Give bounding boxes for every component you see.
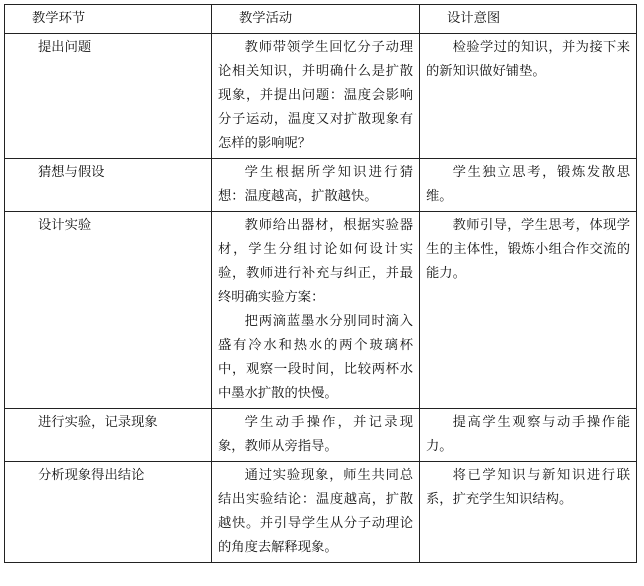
intent-paragraph: 将已学知识与新知识进行联系，扩充学生知识结构。 xyxy=(426,468,630,507)
activity-paragraph: 把两滴蓝墨水分别同时滴入盛有冷水和热水的两个玻璃杯中，观察一段时间，比较两杯水中墨水扩散的快慢。 xyxy=(218,314,413,401)
activity-cell xyxy=(212,159,420,212)
header-intent: 设计意图 xyxy=(420,5,637,34)
table-row xyxy=(5,34,637,159)
stage-cell: 设计实验 xyxy=(5,212,212,409)
activity-cell xyxy=(212,409,420,462)
activity-paragraph: 教师给出器材，根据实验器材，学生分组讨论如何设计实验，教师进行补充与纠正，并最终明确实验方案： xyxy=(218,218,413,305)
intent-paragraph: 学生独立思考，锻炼发散思维。 xyxy=(426,165,630,204)
header-activity: 教学活动 xyxy=(212,5,420,34)
activity-paragraph: 教师带领学生回忆分子动理论相关知识，并明确什么是扩散现象，并提出问题：温度会影响分子运动，温度又对扩散现象有怎样的影响呢？ xyxy=(218,40,413,151)
table-row xyxy=(5,212,637,409)
teaching-design-table xyxy=(4,4,637,563)
header-row xyxy=(5,5,637,34)
stage-cell: 猜想与假设 xyxy=(5,159,212,212)
stage-cell: 进行实验，记录现象 xyxy=(5,409,212,462)
activity-cell xyxy=(212,462,420,563)
activity-cell xyxy=(212,212,420,409)
intent-paragraph: 检验学过的知识，并为接下来的新知识做好铺垫。 xyxy=(426,40,630,79)
stage-cell: 分析现象得出结论 xyxy=(5,462,212,563)
intent-cell xyxy=(420,462,637,563)
activity-paragraph: 通过实验现象，师生共同总结出实验结论：温度越高，扩散越快。并引导学生从分子动理论的角度去解释现象。 xyxy=(218,468,413,555)
intent-cell xyxy=(420,409,637,462)
table-row xyxy=(5,409,637,462)
intent-cell xyxy=(420,34,637,159)
activity-cell xyxy=(212,34,420,159)
activity-paragraph: 学生根据所学知识进行猜想：温度越高，扩散越快。 xyxy=(218,165,413,204)
intent-paragraph: 教师引导，学生思考，体现学生的主体性，锻炼小组合作交流的能力。 xyxy=(426,218,630,281)
header-stage: 教学环节 xyxy=(5,5,212,34)
intent-cell xyxy=(420,159,637,212)
table-row xyxy=(5,159,637,212)
stage-cell: 提出问题 xyxy=(5,34,212,159)
intent-paragraph: 提高学生观察与动手操作能力。 xyxy=(426,415,630,454)
intent-cell xyxy=(420,212,637,409)
table-row xyxy=(5,462,637,563)
activity-paragraph: 学生动手操作，并记录现象，教师从旁指导。 xyxy=(218,415,413,454)
